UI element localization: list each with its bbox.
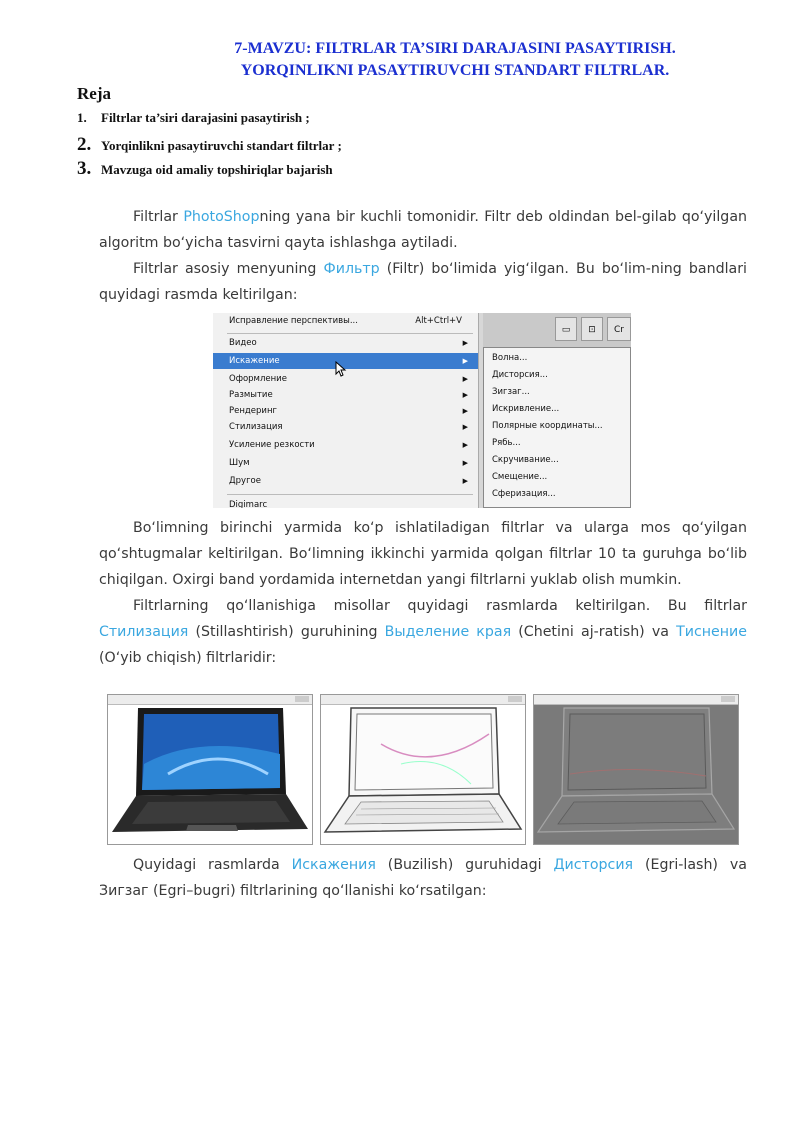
plan-item-number: 2.: [77, 134, 92, 155]
highlight-distort: Искажения: [291, 857, 376, 873]
highlight-find-edges: Выделение края: [384, 624, 512, 640]
intro-text: [99, 204, 747, 308]
paragraph-2: Filtrlar asosiy menyuning Фильтр (Filtr) bo‘limida yig‘ilgan. Bu bo‘lim-ning bandlari quyidagi rasmda keltirilgan:: [99, 261, 747, 303]
highlight-photoshop: PhotoShop: [183, 209, 260, 225]
menu-item[interactable]: Стилизация ▶: [213, 419, 478, 435]
plan-item-text: Yorqinlikni pasaytiruvchi standart filtrlar ;: [101, 138, 342, 153]
submenu-item[interactable]: Смещение...: [492, 472, 548, 482]
plan-item: [77, 110, 342, 134]
plan-item-text: Filtrlar ta’siri darajasini pasaytirish ;: [101, 110, 310, 125]
page-title: [0, 38, 800, 82]
laptop-emboss-image: [533, 694, 739, 845]
arrow-right-icon: ▶: [462, 339, 468, 347]
menu-item-selected[interactable]: Искажение ▶: [213, 353, 478, 369]
menu-separator: [227, 333, 473, 334]
tool-button[interactable]: ⊡: [581, 317, 603, 341]
plan-item-number: 1.: [77, 110, 87, 125]
highlight-emboss: Тиснение: [676, 624, 748, 640]
submenu-item[interactable]: Зигзаг...: [492, 387, 530, 397]
menu-item[interactable]: Оформление ▶: [213, 371, 478, 387]
paragraph-3: Bo‘limning birinchi yarmida ko‘p ishlatiladigan filtrlar va ularga mos qo‘yilgan qo‘shtugmalar keltirilgan. Bo‘limning ikkinchi yarmida qolgan filtrlar 10 ta guruhga bo‘lib chiqilgan. Oxirgi band yordamida internetdan yangi filtrlarni yuklab olish mumkin.: [99, 520, 747, 588]
menu-separator: [227, 494, 473, 495]
highlight-filter: Фильтр: [323, 261, 380, 277]
paragraph-5: Quyidagi rasmlarda Искажения (Buzilish) guruhidagi Дисторсия (Egri-lash) va Зигзаг (Egri–bugri) filtrlarining qo‘llanishi ko‘rsatilgan:: [99, 857, 747, 899]
arrow-right-icon: ▶: [462, 391, 468, 399]
title-line-1: 7-MAVZU: FILTRLAR TA’SIRI DARAJASINI PASAYTIRISH.: [234, 40, 676, 57]
submenu-item[interactable]: Рябь...: [492, 438, 521, 448]
arrow-right-icon: ▶: [462, 407, 468, 415]
menu-item-perspective[interactable]: Исправление перспективы... Alt+Ctrl+V: [213, 313, 478, 329]
mouse-cursor-icon: [335, 361, 347, 377]
submenu-item[interactable]: Сферизация...: [492, 489, 556, 499]
arrow-right-icon: ▶: [462, 459, 468, 467]
tool-button[interactable]: ▭: [555, 317, 577, 341]
plan-list: [77, 110, 342, 182]
title-line-2: YORQINLIKNI PASAYTIRUVCHI STANDART FILTRLAR.: [240, 62, 670, 79]
laptop-stylize-image: [320, 694, 526, 845]
plan-item-text: Mavzuga oid amaliy topshiriqlar bajarish: [101, 162, 333, 177]
laptop-original-image: [107, 694, 313, 845]
submenu-item[interactable]: Искривление...: [492, 404, 560, 414]
laptop-find-edges-photo: [321, 704, 526, 845]
distort-submenu: [483, 347, 631, 508]
plan-item-number: 3.: [77, 158, 92, 179]
laptop-photo: [108, 704, 313, 845]
submenu-item[interactable]: Полярные координаты...: [492, 421, 603, 431]
highlight-distortion: Дисторсия: [553, 857, 634, 873]
arrow-right-icon: ▶: [462, 477, 468, 485]
closing-text: [99, 852, 747, 904]
plan-item: [77, 158, 342, 182]
arrow-right-icon: ▶: [462, 375, 468, 383]
plan-item: [77, 134, 342, 158]
highlight-stylize: Стилизация: [99, 624, 189, 640]
plan-heading: Reja: [77, 84, 111, 103]
paragraph-4: Filtrlarning qo‘llanishiga misollar quyidagi rasmlarda keltirilgan. Bu filtrlar Стилизация (Stillashtirish) guruhining Выделение края (Chetini aj-ratish) va Тиснение (O‘yib chiqish) filtrlaridir:: [99, 598, 748, 666]
paragraph-1: Filtrlar PhotoShopning yana bir kuchli tomonidir. Filtr deb oldindan bel-gilab qo‘yilgan algoritm bo‘yicha tasvirni qayta ishlashga aytiladi.: [99, 209, 748, 251]
menu-item[interactable]: Размытие ▶: [213, 387, 478, 403]
submenu-item[interactable]: Волна...: [492, 353, 528, 363]
menu-item-digimarc[interactable]: Digimarc: [229, 500, 268, 508]
arrow-right-icon: ▶: [462, 357, 468, 365]
menu-item[interactable]: Усиление резкости ▶: [213, 437, 478, 453]
filter-menu: [213, 313, 479, 508]
arrow-right-icon: ▶: [462, 423, 468, 431]
filter-menu-screenshot: [213, 313, 631, 508]
menu-item[interactable]: Другое ▶: [213, 473, 478, 489]
submenu-item[interactable]: Дисторсия...: [492, 370, 548, 380]
menu-item[interactable]: Шум ▶: [213, 455, 478, 471]
shortcut-label: Alt+Ctrl+V: [415, 316, 462, 326]
tool-button[interactable]: Cr: [607, 317, 631, 341]
middle-text: [99, 515, 747, 671]
arrow-right-icon: ▶: [462, 441, 468, 449]
menu-item[interactable]: Видео ▶: [213, 335, 478, 351]
toolbar-panel: [483, 313, 631, 347]
laptop-emboss-photo: [534, 704, 739, 845]
submenu-item[interactable]: Скручивание...: [492, 455, 559, 465]
menu-item[interactable]: Рендеринг ▶: [213, 403, 478, 419]
